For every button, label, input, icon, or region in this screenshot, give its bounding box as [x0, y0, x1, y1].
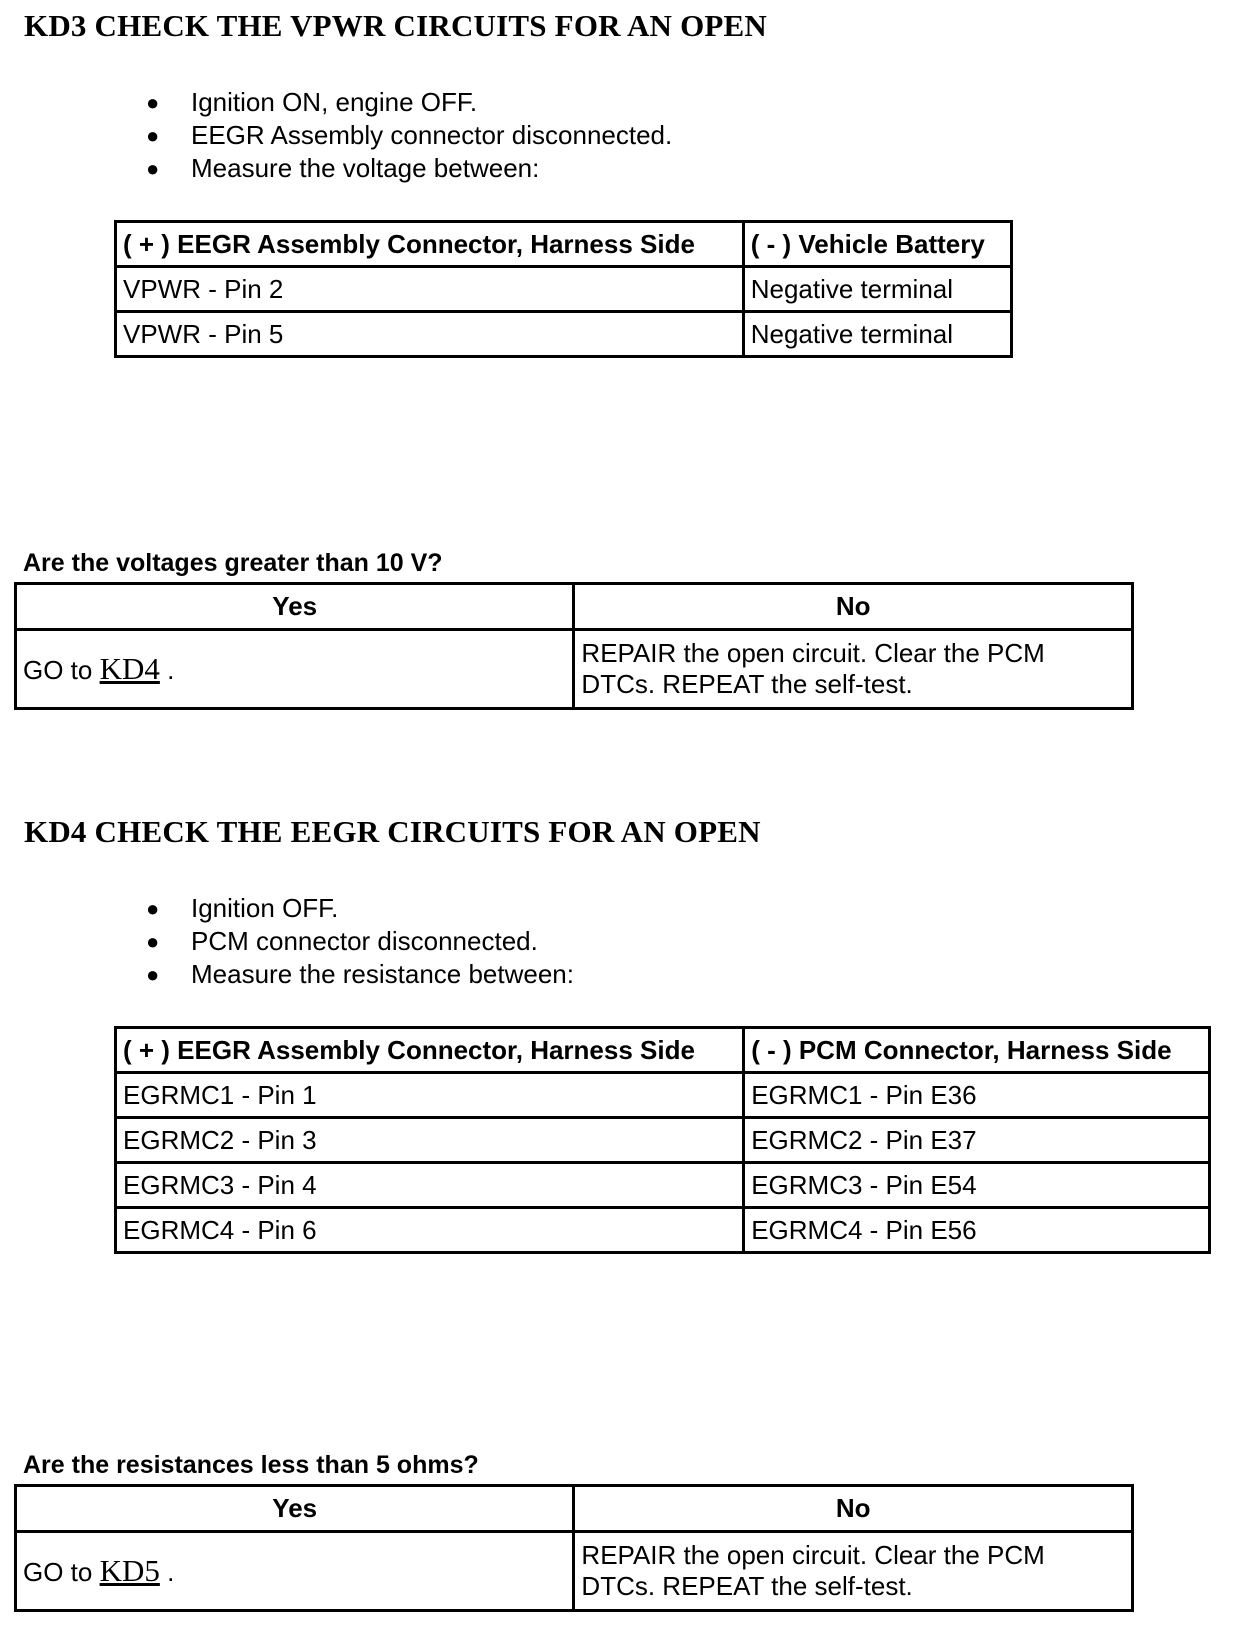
kd4-question: Are the resistances less than 5 ohms? [23, 1451, 479, 1479]
yes-header: Yes [16, 584, 574, 630]
table-header-row [16, 584, 1133, 630]
table-cell: EGRMC3 - Pin 4 [116, 1163, 744, 1208]
table-row [116, 267, 1012, 312]
no-cell: REPAIR the open circuit. Clear the PCM DTCs. REPEAT the self-test. [574, 1532, 1133, 1611]
table-row [116, 1118, 1210, 1163]
kd3-bullet-list [140, 86, 672, 185]
column-header: ( - ) Vehicle Battery [743, 222, 1011, 267]
bullet-icon: ● [146, 90, 160, 115]
bullet-icon: ● [146, 156, 160, 181]
bullet-icon: ● [146, 123, 160, 148]
list-item: ● EEGR Assembly connector disconnected. [146, 120, 673, 150]
table-header-row [16, 1486, 1133, 1532]
kd4-title: KD4 CHECK THE EEGR CIRCUITS FOR AN OPEN [24, 814, 761, 849]
table-cell: EGRMC2 - Pin 3 [116, 1118, 744, 1163]
yes-header: Yes [16, 1486, 574, 1532]
kd3-yes-no-table [14, 582, 1134, 710]
list-item: ● Measure the voltage between: [146, 153, 540, 183]
yes-cell: GO to KD4 . [16, 630, 574, 709]
table-header-row [116, 1028, 1210, 1073]
list-item: ● Measure the resistance between: [146, 959, 574, 989]
kd4-measurement-table [114, 1026, 1211, 1254]
table-row [116, 1163, 1210, 1208]
no-cell: REPAIR the open circuit. Clear the PCM DTCs. REPEAT the self-test. [574, 630, 1133, 709]
kd3-title: KD3 CHECK THE VPWR CIRCUITS FOR AN OPEN [24, 8, 767, 43]
yes-cell: GO to KD5 . [16, 1532, 574, 1611]
kd4-bullet-list [140, 892, 574, 991]
kd3-measurement-table [114, 220, 1013, 358]
column-header: ( + ) EEGR Assembly Connector, Harness Side [116, 1028, 744, 1073]
table-cell: EGRMC4 - Pin E56 [744, 1208, 1210, 1253]
table-cell: Negative terminal [743, 267, 1011, 312]
table-cell: VPWR - Pin 5 [116, 312, 744, 357]
kd4-link[interactable]: KD4 [99, 650, 160, 686]
table-cell: EGRMC2 - Pin E37 [744, 1118, 1210, 1163]
table-row [116, 312, 1012, 357]
kd4-yes-no-table [14, 1484, 1134, 1612]
list-item: ● PCM connector disconnected. [146, 926, 538, 956]
table-row [16, 1532, 1133, 1611]
table-cell: EGRMC1 - Pin E36 [744, 1073, 1210, 1118]
table-cell: EGRMC3 - Pin E54 [744, 1163, 1210, 1208]
column-header: ( + ) EEGR Assembly Connector, Harness Side [116, 222, 744, 267]
table-cell: VPWR - Pin 2 [116, 267, 744, 312]
no-header: No [574, 1486, 1133, 1532]
no-header: No [574, 584, 1133, 630]
list-item: ● Ignition OFF. [146, 893, 339, 923]
kd5-link[interactable]: KD5 [99, 1552, 160, 1588]
table-cell: EGRMC4 - Pin 6 [116, 1208, 744, 1253]
table-row [116, 1073, 1210, 1118]
table-row [116, 1208, 1210, 1253]
table-row [16, 630, 1133, 709]
bullet-icon: ● [146, 929, 160, 954]
bullet-icon: ● [146, 962, 160, 987]
table-cell: Negative terminal [743, 312, 1011, 357]
bullet-icon: ● [146, 896, 160, 921]
list-item: ● Ignition ON, engine OFF. [146, 87, 478, 117]
column-header: ( - ) PCM Connector, Harness Side [744, 1028, 1210, 1073]
table-cell: EGRMC1 - Pin 1 [116, 1073, 744, 1118]
kd3-question: Are the voltages greater than 10 V? [23, 549, 443, 577]
table-header-row [116, 222, 1012, 267]
